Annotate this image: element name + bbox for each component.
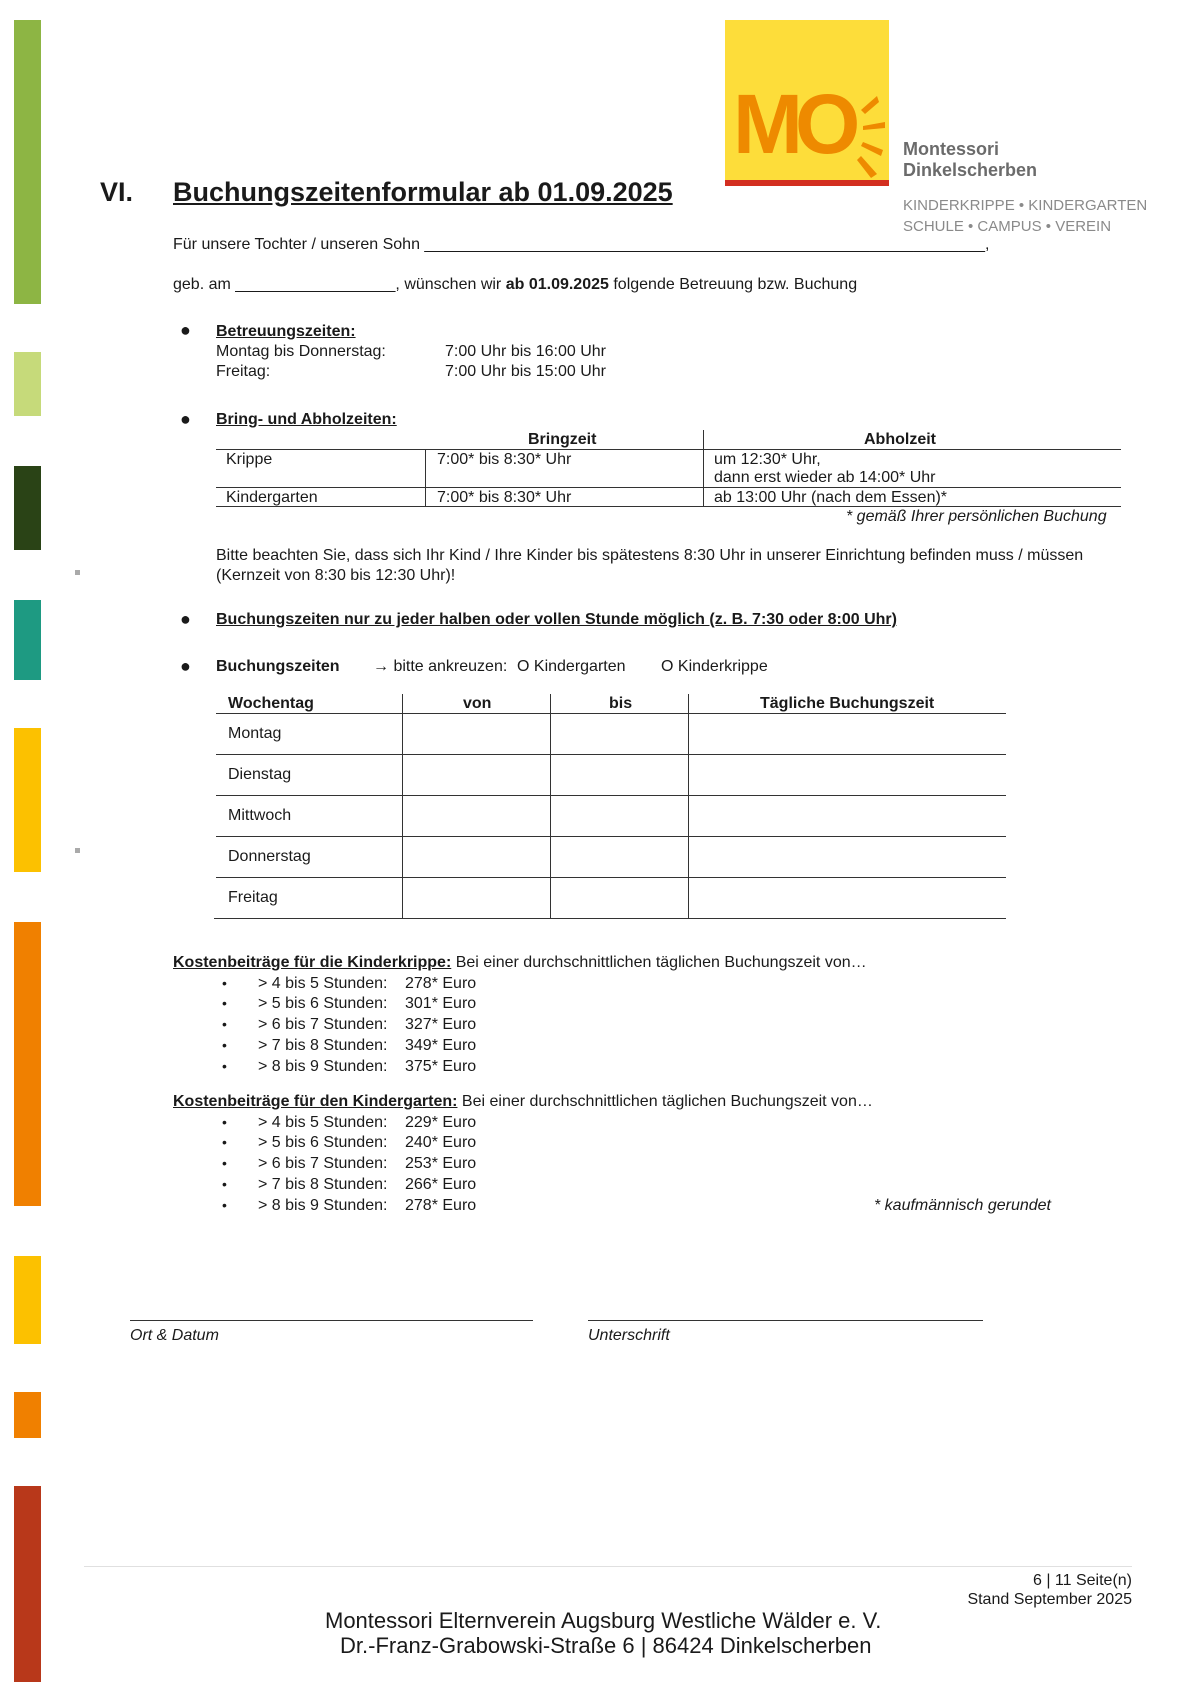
bring-heading: Bring- und Abholzeiten:: [216, 411, 397, 428]
col-header-bis: bis: [609, 695, 633, 712]
day-label: Montag: [228, 725, 282, 742]
bullet: •: [222, 1197, 227, 1213]
margin-mark: [75, 570, 80, 575]
fee-amount: 240* Euro: [405, 1134, 477, 1151]
bullet: •: [222, 995, 227, 1011]
footer-org: Montessori Elternverein Augsburg Westliche Wälder e. V.: [325, 1608, 882, 1633]
table-rule: [214, 918, 1006, 919]
bullet: •: [222, 1176, 227, 1192]
sun-rays-icon: [855, 92, 889, 182]
fee-amount: 327* Euro: [405, 1016, 477, 1033]
halfhour-rule: Buchungszeiten nur zu jeder halben oder vollen Stunde möglich (z. B. 7:30 oder 8:00 Uhr): [216, 611, 897, 628]
fee-range: > 7 bis 8 Stunden:: [258, 1037, 388, 1054]
fee-amount: 278* Euro: [405, 1197, 477, 1214]
kiga-fees-intro: Bei einer durchschnittlichen täglichen Buchungszeit von…: [457, 1093, 873, 1110]
fee-amount: 349* Euro: [405, 1037, 477, 1054]
bis-input[interactable]: [552, 715, 686, 753]
signature-label: Unterschrift: [588, 1327, 670, 1344]
table-rule: [216, 713, 1006, 714]
color-bar-orange: [14, 922, 41, 1206]
kernzeit-note-1: Bitte beachten Sie, dass sich Ihr Kind / Ihre Kinder bis spätestens 8:30 Uhr in unserer Einrichtung befinden muss / müssen: [216, 547, 1084, 564]
fee-range: > 6 bis 7 Stunden:: [258, 1016, 388, 1033]
von-input[interactable]: [404, 756, 548, 794]
option-kindergarten[interactable]: O Kindergarten: [517, 658, 626, 675]
fee-amount: 266* Euro: [405, 1176, 477, 1193]
col-header-bringzeit: Bringzeit: [528, 431, 597, 448]
day-label: Donnerstag: [228, 848, 311, 865]
option-kinderkrippe[interactable]: O Kinderkrippe: [661, 658, 768, 675]
logo: [725, 20, 889, 186]
bis-input[interactable]: [552, 756, 686, 794]
color-bar-orange-2: [14, 1392, 41, 1438]
table-rule: [216, 449, 1121, 450]
col-header-wochentag: Wochentag: [228, 695, 314, 712]
birth-date-line: [173, 276, 857, 294]
page-number: 6 | 11 Seite(n): [1032, 1572, 1132, 1589]
bring-row-abholzeit: ab 13:00 Uhr (nach dem Essen)*: [714, 489, 948, 506]
day-label: Dienstag: [228, 766, 292, 783]
table-rule: [703, 430, 704, 506]
bullet: •: [222, 1114, 227, 1130]
von-input[interactable]: [404, 838, 548, 876]
page-title: Buchungszeitenformular ab 01.09.2025: [173, 177, 673, 207]
rounding-note: * kaufmännisch gerundet: [874, 1197, 1051, 1214]
buchung-label: Buchungszeiten: [216, 658, 340, 675]
color-bar-darkgreen: [14, 466, 41, 550]
fee-range: > 6 bis 7 Stunden:: [258, 1155, 388, 1172]
color-bar-teal: [14, 600, 41, 680]
place-date-label: Ort & Datum: [130, 1327, 219, 1344]
footer-rule: [84, 1566, 1132, 1567]
bis-input[interactable]: [552, 879, 686, 917]
daily-time-input[interactable]: [690, 797, 1004, 835]
table-rule: [402, 694, 403, 918]
margin-mark: [75, 848, 80, 853]
fee-range: > 8 bis 9 Stunden:: [258, 1058, 388, 1075]
table-rule: [550, 694, 551, 918]
kiga-fees-title: Kostenbeiträge für den Kindergarten:: [173, 1093, 458, 1110]
von-input[interactable]: [404, 797, 548, 835]
krippe-fees-intro: Bei einer durchschnittlichen täglichen Buchungszeit von…: [451, 954, 867, 971]
fee-range: > 7 bis 8 Stunden:: [258, 1176, 388, 1193]
logo-name-line1: Montessori: [903, 139, 1000, 159]
von-input[interactable]: [404, 879, 548, 917]
table-rule: [216, 754, 1006, 755]
col-header-abholzeit: Abholzeit: [864, 431, 936, 448]
bullet: ●: [180, 320, 191, 340]
bring-row-abholzeit: um 12:30* Uhr,: [714, 451, 821, 468]
fee-amount: 375* Euro: [405, 1058, 477, 1075]
table-rule: [425, 449, 426, 506]
fee-range: > 8 bis 9 Stunden:: [258, 1197, 388, 1214]
fee-amount: 278* Euro: [405, 975, 477, 992]
bullet: •: [222, 1058, 227, 1074]
fee-amount: 253* Euro: [405, 1155, 477, 1172]
bring-row-name: Krippe: [226, 451, 273, 468]
daily-time-input[interactable]: [690, 756, 1004, 794]
bullet: •: [222, 975, 227, 991]
bring-row-bringzeit: 7:00* bis 8:30* Uhr: [437, 489, 572, 506]
kernzeit-note-2: (Kernzeit von 8:30 bis 12:30 Uhr)!: [216, 567, 456, 584]
table-rule: [216, 836, 1006, 837]
color-bar-red: [14, 1486, 41, 1682]
bullet: •: [222, 1016, 227, 1032]
bis-input[interactable]: [552, 838, 686, 876]
col-header-tagliche-buchungszeit: Tägliche Buchungszeit: [760, 695, 935, 712]
day-label: Mittwoch: [228, 807, 292, 824]
betreuung-label-2: Freitag:: [216, 363, 271, 380]
daily-time-input[interactable]: [690, 715, 1004, 753]
table-rule: [216, 877, 1006, 878]
place-date-line[interactable]: [130, 1320, 533, 1321]
bring-footnote: * gemäß Ihrer persönlichen Buchung: [846, 508, 1107, 525]
bring-row-bringzeit: 7:00* bis 8:30* Uhr: [437, 451, 572, 468]
krippe-fees-title: Kostenbeiträge für die Kinderkrippe:: [173, 954, 452, 971]
bullet: ●: [180, 409, 191, 429]
daily-time-input[interactable]: [690, 838, 1004, 876]
footer-address: Dr.-Franz-Grabowski-Straße 6 | 86424 Dinkelscherben: [340, 1633, 872, 1658]
fee-amount: 229* Euro: [405, 1114, 477, 1131]
bullet: •: [222, 1155, 227, 1171]
start-date: ab 01.09.2025: [505, 276, 609, 293]
stand-date: Stand September 2025: [967, 1591, 1132, 1608]
color-bar-green: [14, 20, 41, 304]
daily-time-input[interactable]: [690, 879, 1004, 917]
betreuung-heading: Betreuungszeiten:: [216, 323, 356, 340]
color-bar-yellow-2: [14, 1256, 41, 1344]
logo-tagline-1: KINDERKRIPPE • KINDERGARTEN: [903, 197, 1148, 214]
fee-range: > 4 bis 5 Stunden:: [258, 975, 388, 992]
birth-date-suffix: folgende Betreuung bzw. Buchung: [608, 276, 858, 293]
kiga-fees-heading: [173, 1093, 873, 1111]
bullet: ●: [180, 656, 191, 676]
bring-row-name: Kindergarten: [226, 489, 318, 506]
color-bar-lightgreen: [14, 352, 41, 416]
table-rule: [216, 506, 1121, 507]
betreuung-value-2: 7:00 Uhr bis 15:00 Uhr: [445, 363, 606, 380]
bullet: •: [222, 1037, 227, 1053]
fee-range: > 5 bis 6 Stunden:: [258, 995, 388, 1012]
logo-tagline-2: SCHULE • CAMPUS • VEREIN: [903, 218, 1112, 235]
krippe-fees-heading: [173, 954, 867, 972]
bring-row-abholzeit-2: dann erst wieder ab 14:00* Uhr: [714, 469, 936, 486]
section-number: VI.: [100, 177, 134, 207]
bullet: ●: [180, 609, 191, 629]
betreuung-value-1: 7:00 Uhr bis 16:00 Uhr: [445, 343, 606, 360]
child-name-line: Für unsere Tochter / unseren Sohn _______________________________________________________________,: [173, 236, 990, 253]
bis-input[interactable]: [552, 797, 686, 835]
logo-mark: MO: [733, 77, 853, 171]
fee-amount: 301* Euro: [405, 995, 477, 1012]
signature-line[interactable]: [588, 1320, 983, 1321]
day-label: Freitag: [228, 889, 278, 906]
table-rule: [216, 487, 1121, 488]
von-input[interactable]: [404, 715, 548, 753]
table-rule: [216, 795, 1006, 796]
bullet: •: [222, 1134, 227, 1150]
fee-range: > 5 bis 6 Stunden:: [258, 1134, 388, 1151]
color-bar-yellow: [14, 728, 41, 872]
logo-name-line2: Dinkelscherben: [903, 160, 1038, 180]
col-header-von: von: [463, 695, 492, 712]
buchung-instruction: → bitte ankreuzen:: [373, 658, 508, 675]
fee-range: > 4 bis 5 Stunden:: [258, 1114, 388, 1131]
birth-date-prefix: geb. am __________________, wünschen wir: [173, 276, 506, 293]
table-rule: [688, 694, 689, 918]
betreuung-label-1: Montag bis Donnerstag:: [216, 343, 386, 360]
